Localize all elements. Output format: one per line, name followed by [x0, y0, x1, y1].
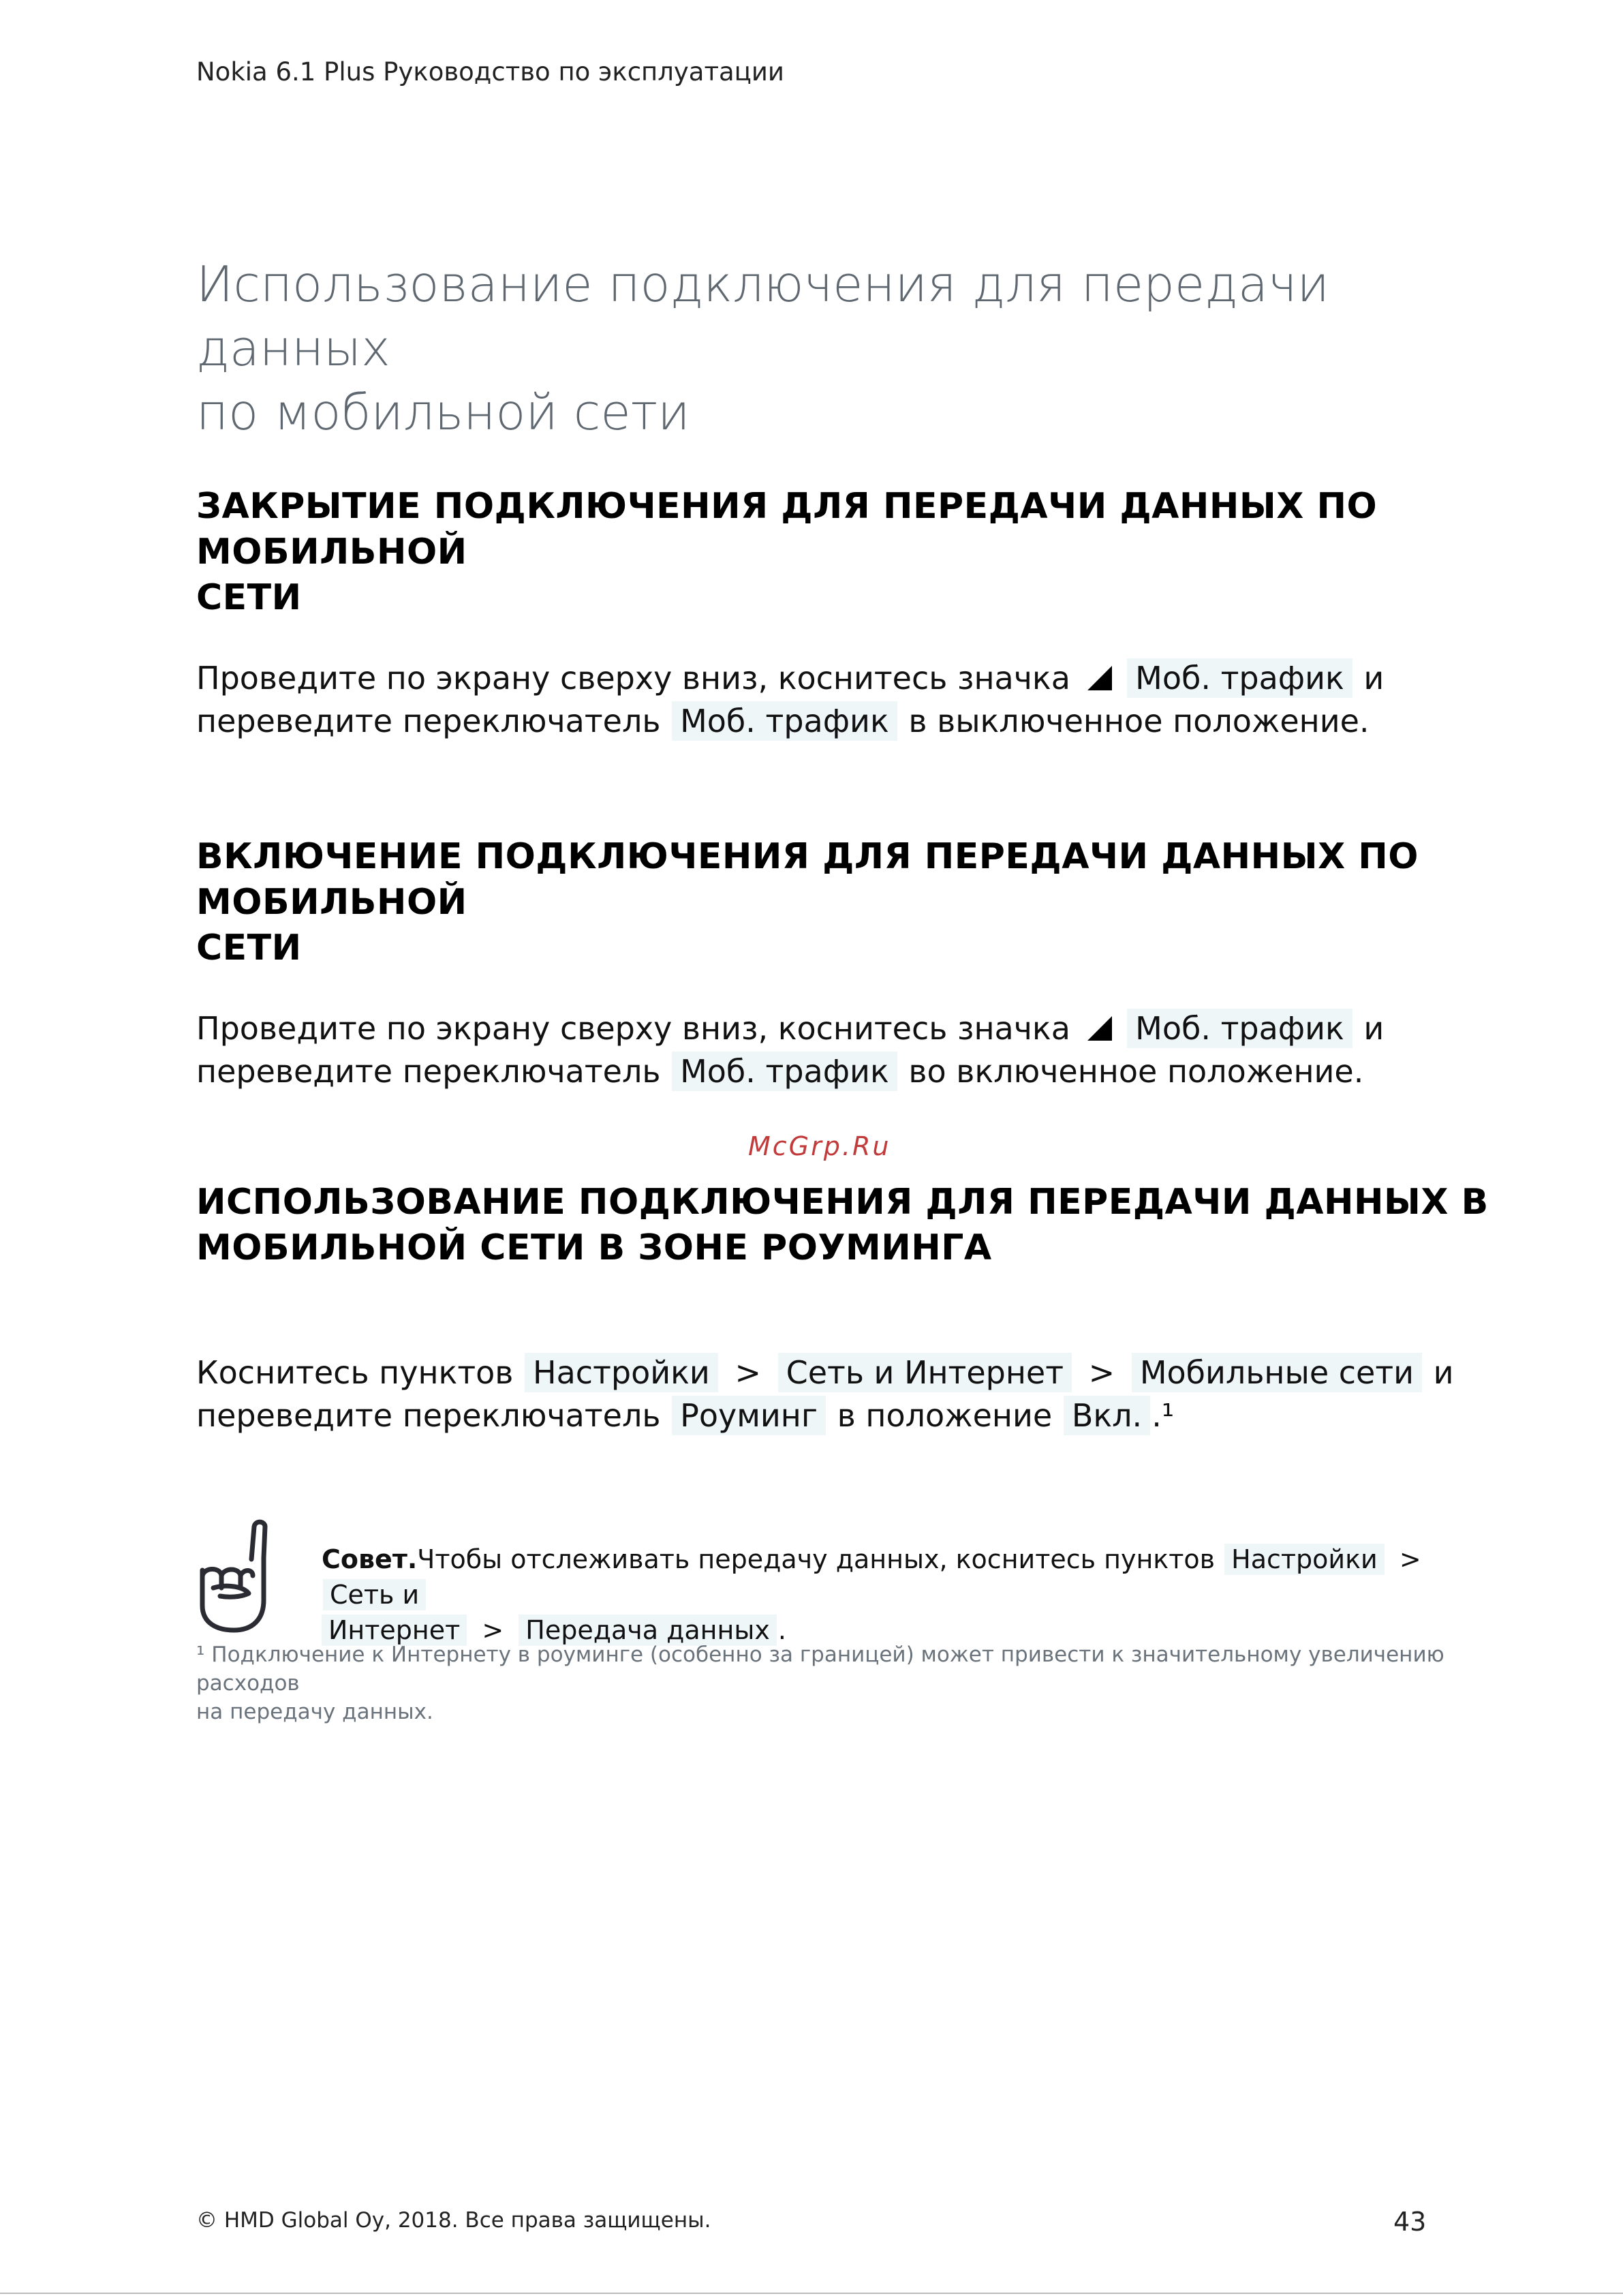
paragraph-text: и: [1433, 1354, 1454, 1391]
section-heading-enable-mobile-data: [196, 834, 1491, 971]
tip-text: Чтобы отслеживать передачу данных, коснитесь пунктов: [417, 1544, 1216, 1574]
document-header-title: Nokia 6.1 Plus Руководство по эксплуатации: [196, 57, 784, 87]
footnote-line: ¹ Подключение к Интернету в роуминге (особенно за границей) может привести к значительному увеличению расходов: [196, 1642, 1444, 1696]
ui-term-mobile-data: Моб. трафик: [1127, 1009, 1352, 1048]
paragraph-text: и: [1363, 1010, 1385, 1047]
ui-term-on: Вкл.: [1064, 1396, 1150, 1435]
breadcrumb-separator: >: [1088, 1354, 1115, 1391]
page-number: 43: [1393, 2207, 1427, 2237]
ui-term-data-usage: Передача данных: [519, 1614, 777, 1646]
breadcrumb-separator: >: [735, 1354, 761, 1391]
ui-term-settings: Настройки: [525, 1353, 718, 1392]
cellular-signal-icon: [1085, 664, 1112, 692]
footnote-marker: .¹: [1151, 1397, 1175, 1434]
section-heading-line: СЕТИ: [196, 928, 302, 968]
watermark: McGrp.Ru: [748, 1131, 891, 1161]
cellular-signal-icon: [1085, 1015, 1112, 1042]
tip-text-end: .: [777, 1615, 786, 1645]
section-paragraph-enable: [196, 1007, 1525, 1093]
page-title-line2: по мобильной сети: [196, 384, 690, 441]
section-paragraph-close: [196, 657, 1525, 743]
section-heading-line: ВКЛЮЧЕНИЕ ПОДКЛЮЧЕНИЯ ДЛЯ ПЕРЕДАЧИ ДАННЫХ ПО МОБИЛЬНОЙ: [196, 836, 1419, 923]
paragraph-text: Проведите по экрану сверху вниз, коснитесь значка: [196, 660, 1070, 697]
paragraph-text: в положение: [837, 1397, 1053, 1434]
ui-term-network-internet: Интернет: [322, 1614, 467, 1646]
section-heading-line: МОБИЛЬНОЙ СЕТИ В ЗОНЕ РОУМИНГА: [196, 1227, 992, 1268]
paragraph-text: переведите переключатель: [196, 1397, 661, 1434]
page-title-line1: Использование подключения для передачи данных: [196, 256, 1329, 377]
tip-note: [322, 1542, 1494, 1648]
footnote-line: на передачу данных.: [196, 1700, 433, 1724]
section-heading-close-mobile-data: [196, 484, 1491, 621]
paragraph-text: в выключенное положение.: [908, 703, 1370, 739]
paragraph-text: во включенное положение.: [908, 1053, 1364, 1090]
footnote: [196, 1640, 1491, 1726]
section-heading-line: ИСПОЛЬЗОВАНИЕ ПОДКЛЮЧЕНИЯ ДЛЯ ПЕРЕДАЧИ ДАННЫХ В: [196, 1182, 1489, 1223]
ui-term-roaming: Роуминг: [672, 1396, 826, 1435]
paragraph-text: Коснитесь пунктов: [196, 1354, 514, 1391]
section-heading-line: СЕТИ: [196, 577, 302, 618]
ui-term-mobile-data-toggle: Моб. трафик: [672, 1052, 897, 1091]
section-heading-line: ЗАКРЫТИЕ ПОДКЛЮЧЕНИЯ ДЛЯ ПЕРЕДАЧИ ДАННЫХ ПО МОБИЛЬНОЙ: [196, 486, 1378, 572]
section-paragraph-roaming: [196, 1351, 1525, 1437]
ui-term-network-internet: Сеть и: [323, 1579, 426, 1610]
section-heading-roaming: [196, 1180, 1491, 1271]
ui-term-mobile-data: Моб. трафик: [1127, 658, 1352, 698]
ui-term-settings: Настройки: [1224, 1544, 1385, 1575]
ui-term-network-internet: Сеть и Интернет: [778, 1353, 1072, 1392]
tip-label: Совет.: [322, 1544, 418, 1574]
page-bottom-divider: [0, 2293, 1623, 2294]
paragraph-text: переведите переключатель: [196, 703, 661, 739]
pointing-hand-icon: [193, 1517, 275, 1633]
breadcrumb-separator: >: [482, 1615, 504, 1645]
page-title: [196, 252, 1525, 444]
breadcrumb-separator: >: [1399, 1544, 1421, 1574]
ui-term-mobile-data-toggle: Моб. трафик: [672, 701, 897, 741]
footer-copyright: © HMD Global Oy, 2018. Все права защищены.: [196, 2208, 711, 2233]
paragraph-text: и: [1363, 660, 1385, 697]
ui-term-mobile-networks: Мобильные сети: [1132, 1353, 1422, 1392]
paragraph-text: Проведите по экрану сверху вниз, коснитесь значка: [196, 1010, 1070, 1047]
paragraph-text: переведите переключатель: [196, 1053, 661, 1090]
